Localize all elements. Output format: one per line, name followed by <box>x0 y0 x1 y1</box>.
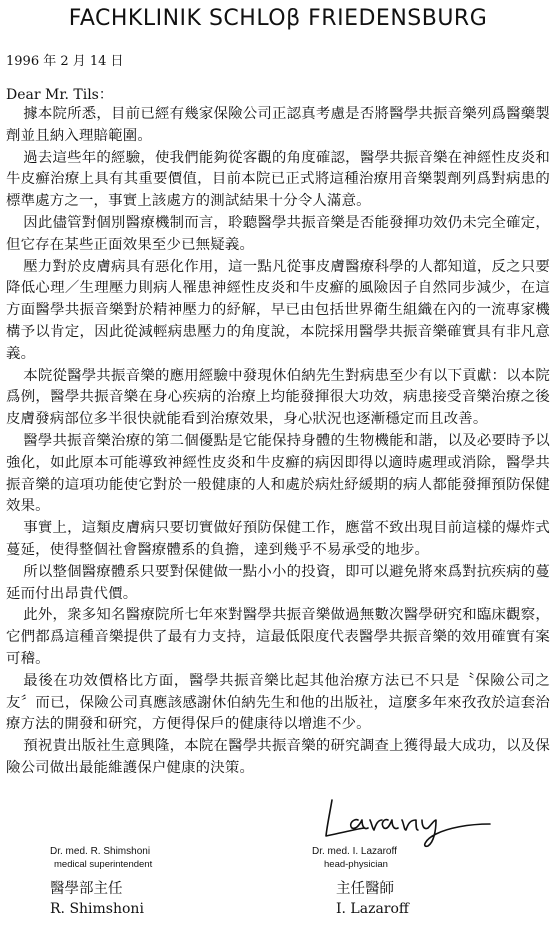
letter-body <box>6 104 550 780</box>
paragraph: 事實上，這類皮膚病只要切實做好預防保健工作，應當不致出現目前這樣的爆炸式蔓延，使得整個社會醫療體系的負擔，達到幾乎不易承受的地步。 <box>6 520 550 558</box>
letterhead: FACHKLINIK SCHLOβ FRIEDENSBURG <box>68 6 488 31</box>
paragraph: 過去這些年的經驗，使我們能夠從客觀的角度確認，醫學共振音樂在神經性皮炎和牛皮癬治療上具有其重要價值，目前本院已正式將這種治療用音樂製劑列爲對病患的標準處方之一，事實上該處方的測試結果十分令人滿意。 <box>6 149 550 210</box>
greeting: Dear Mr. Tils： <box>6 87 113 103</box>
paragraph: 所以整個醫療體系只要對保健做一點小小的投資，即可以避免將來爲對抗疾病的蔓延而付出昂貴代價。 <box>6 563 550 602</box>
signatory-name: Dr. med. I. Lazaroff <box>312 846 397 857</box>
paragraph: 據本院所悉，目前已經有幾家保險公司正認真考慮是否將醫學共振音樂列爲醫藥製劑並且納入理賠範圍。 <box>6 106 550 144</box>
signatory-role: 主任醫師 <box>336 881 394 897</box>
paragraph: 壓力對於皮膚病具有惡化作用，這一點凡從事皮膚醫療科學的人都知道，反之只要降低心理／生理壓力則病人罹患神經性皮炎和牛皮癬的風險因子自然同步減少，在這方面醫學共振音樂對於精神壓力的紓解，早已由包括世界衛生組織在內的一流專家機構予以肯定，因此從減輕病患壓力的角度說，本院採用醫學共振音樂確實具有非凡意義。 <box>6 258 550 362</box>
signatory-printed-name: I. Lazaroff <box>336 901 409 917</box>
signatory-role: 醫學部主任 <box>50 881 123 897</box>
paragraph: 因此儘管對個別醫療機制而言，聆聽醫學共振音樂是否能發揮功效仍未完全確定，但它存在某些正面效果至少已無疑義。 <box>6 214 550 253</box>
signatory-title: medical superintendent <box>54 859 153 870</box>
handwritten-signature <box>318 790 498 850</box>
signatory-right <box>312 845 409 919</box>
paragraph: 此外，衆多知名醫療院所七年來對醫學共振音樂做過無數次醫學研究和臨床觀察，它們都爲這種音樂提供了最有力支持，這最低限度代表醫學共振音樂的效用確實有案可稽。 <box>6 607 550 667</box>
signatory-title: head-physician <box>324 859 388 870</box>
signatory-name: Dr. med. R. Shimshoni <box>50 846 151 857</box>
signatory-left <box>50 845 152 919</box>
paragraph: 最後在功效價格比方面，醫學共振音樂比起其他治療方法已不只是〝保險公司之友〞而已，保險公司真應該感謝休伯納先生和他的出版社，這麼多年來孜孜於這套治療方法的開發和研究，方便得保戶的健康待以增進不少。 <box>6 672 550 733</box>
paragraph: 預祝貴出版社生意興隆，本院在醫學共振音樂的研究調查上獲得最大成功，以及保險公司做出最能維護保户健康的決策。 <box>6 738 550 776</box>
letter-date: 1996 年 2 月 14 日 <box>6 54 124 69</box>
signatory-printed-name: R. Shimshoni <box>50 901 144 917</box>
paragraph: 本院從醫學共振音樂的應用經驗中發現休伯納先生對病患至少有以下貢獻：以本院爲例，醫學共振音樂在身心疾病的治療上均能發揮很大功效，病患接受音樂治療之後皮膚發病部位多半很快就能看到治療效果，身心狀況也逐漸穩定而且改善。 <box>6 367 550 428</box>
paragraph: 醫學共振音樂治療的第二個優點是它能保持身體的生物機能和諧，以及必要時予以強化，如此原本可能導致神經性皮炎和牛皮癬的病因即得以適時處理或消除，醫學共振音樂的這項功能使它對於一般健康的人和處於病灶紓緩期的病人都能發揮預防保健效果。 <box>6 432 550 515</box>
